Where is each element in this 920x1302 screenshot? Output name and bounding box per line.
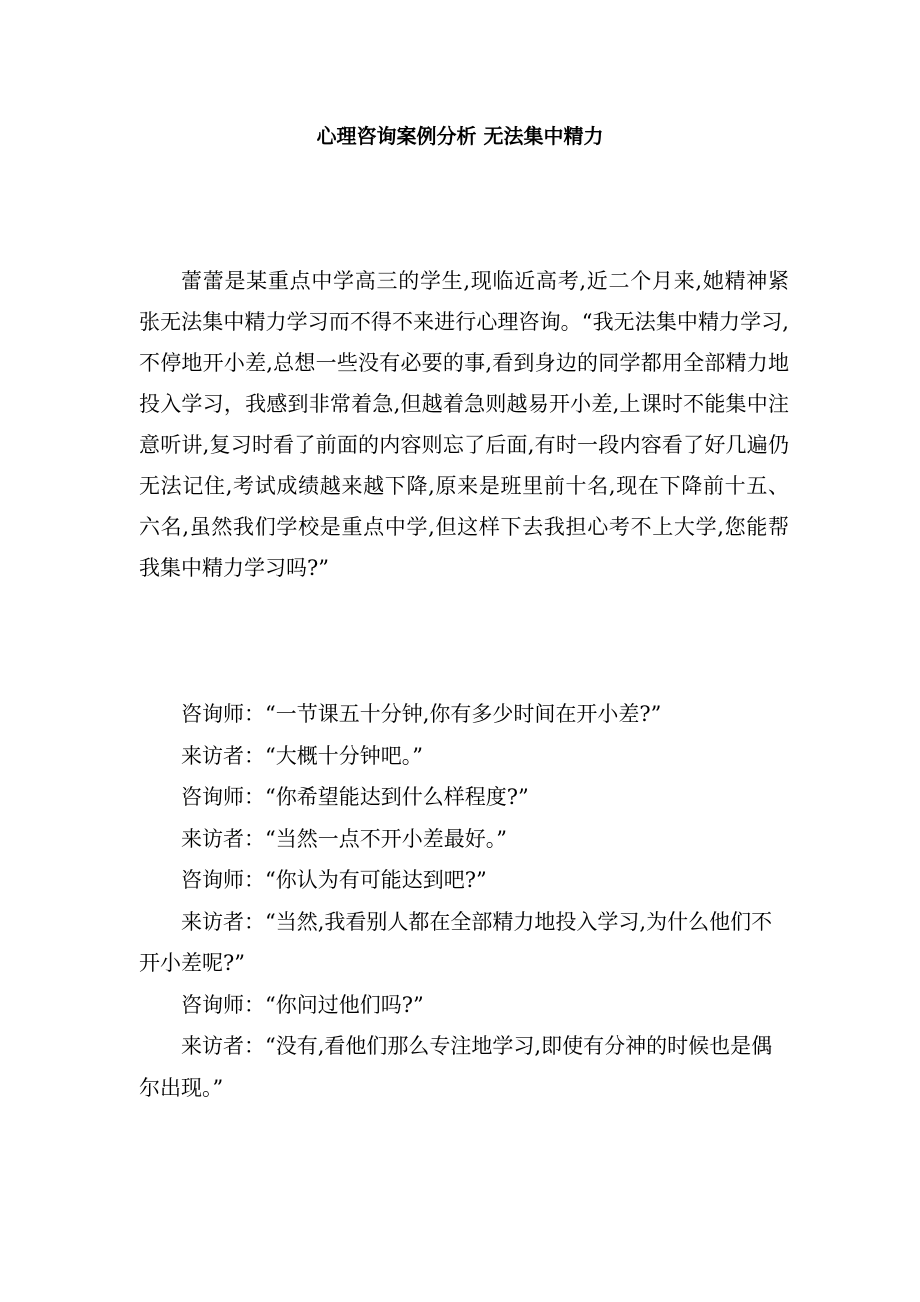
dialogue-line <box>139 902 789 985</box>
document-title: 心理咨询案例分析 无法集中精力 <box>316 124 604 148</box>
dialogue-line <box>139 819 789 861</box>
speaker-label: 来访者： <box>181 826 265 851</box>
dialogue-text: “你希望能达到什么样程度?” <box>265 785 529 809</box>
dialogue-text: “你问过他们吗?” <box>265 992 424 1017</box>
dialogue-line <box>139 1026 789 1109</box>
dialogue-line <box>139 736 789 778</box>
dialogue-text: “没有,看他们那么专注地学习,即使有分神的时候也是偶尔出现。” <box>139 1034 773 1100</box>
speaker-label: 咨询师： <box>181 992 265 1017</box>
dialogue-line <box>139 777 789 819</box>
dialogue-line <box>139 985 789 1027</box>
dialogue-line <box>139 860 789 902</box>
dialogue-section <box>139 694 789 1109</box>
dialogue-text: “你认为有可能达到吧?” <box>265 868 487 892</box>
speaker-label: 来访者： <box>181 1034 265 1058</box>
speaker-label: 来访者： <box>181 909 265 934</box>
speaker-label: 来访者： <box>181 743 265 768</box>
intro-paragraph: 蕾蕾是某重点中学高三的学生,现临近高考,近二个月来,她精神紧张无法集中精力学习而不得不来进行心理咨询。“我无法集中精力学习,不停地开小差,总想一些没有必要的事,看到身边的同学都用全部精力地投入学习，我感到非常着急,但越着急则越易开小差,上课时不能集中注意听讲,复习时看了前面的内容则忘了后面,有时一段内容看了好几遍仍无法记住,考试成绩越来越下降,原来是班里前十名,现在下降前十五、六名,虽然我们学校是重点中学,但这样下去我担心考不上大学,您能帮我集中精力学习吗?” <box>139 269 789 580</box>
speaker-label: 咨询师： <box>181 785 265 809</box>
speaker-label: 咨询师： <box>181 868 265 892</box>
dialogue-text: “大概十分钟吧。” <box>265 743 423 768</box>
dialogue-line <box>139 694 789 736</box>
dialogue-text: “当然,我看别人都在全部精力地投入学习,为什么他们不开小差呢?” <box>139 909 773 975</box>
dialogue-text: “一节课五十分钟,你有多少时间在开小差?” <box>265 702 662 726</box>
speaker-label: 咨询师： <box>181 702 265 726</box>
dialogue-text: “当然一点不开小差最好。” <box>265 826 507 851</box>
